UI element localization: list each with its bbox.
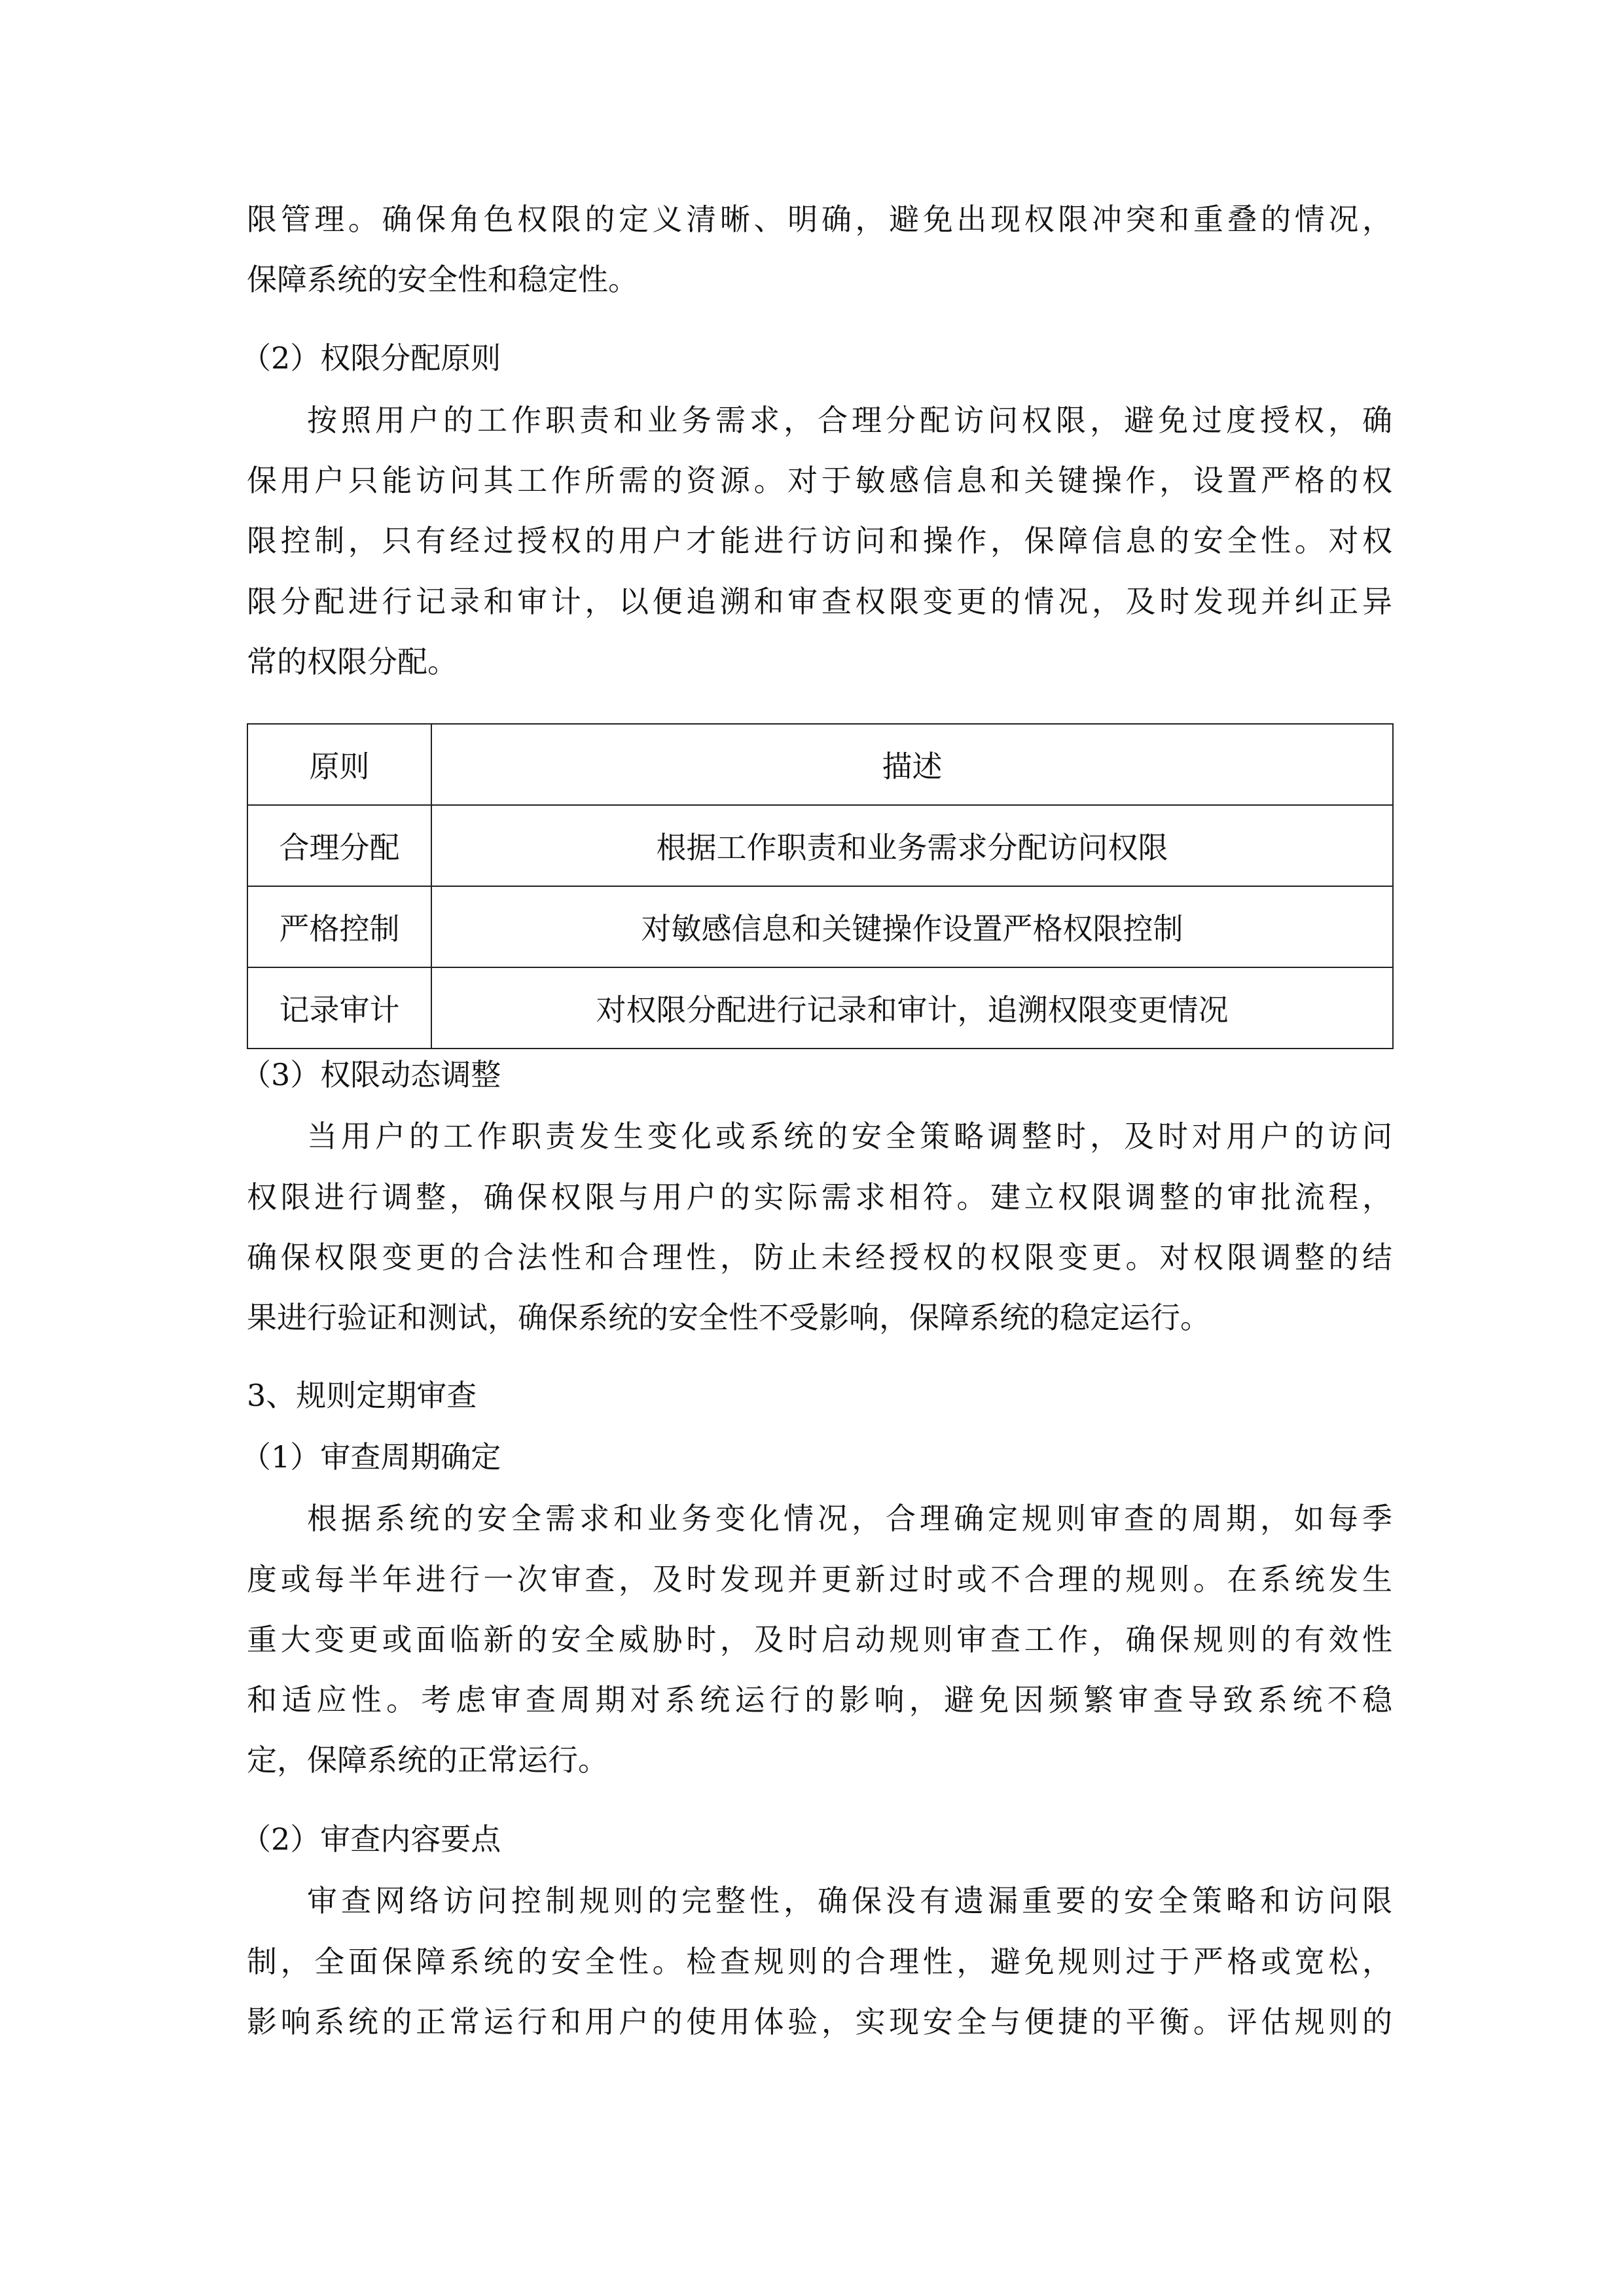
- table-cell: 严格控制: [247, 886, 431, 967]
- paragraph-line: 常的权限分配。: [247, 644, 458, 679]
- paragraph-line: 权限进行调整，确保权限与用户的实际需求相符。建立权限调整的审批流程，: [247, 1179, 1392, 1215]
- paragraph-line: 影响系统的正常运行和用户的使用体验，实现安全与便捷的平衡。评估规则的: [247, 2004, 1392, 2039]
- table-cell: 根据工作职责和业务需求分配访问权限: [431, 805, 1393, 886]
- table-header-cell: 描述: [431, 724, 1393, 805]
- paragraph-line: 审查网络访问控制规则的完整性，确保没有遗漏重要的安全策略和访问限: [307, 1883, 1392, 1918]
- paragraph-line: 限控制，只有经过授权的用户才能进行访问和操作，保障信息的安全性。对权: [247, 523, 1392, 558]
- paragraph-line: 确保权限变更的合法性和合理性，防止未经授权的权限变更。对权限调整的结: [247, 1240, 1392, 1275]
- table-cell: 对敏感信息和关键操作设置严格权限控制: [431, 886, 1393, 967]
- table-row: [247, 967, 1393, 1049]
- table-header-row: [247, 724, 1393, 805]
- table-cell: 记录审计: [247, 967, 431, 1049]
- paragraph-line: 根据系统的安全需求和业务变化情况，合理确定规则审查的周期，如每季: [307, 1501, 1392, 1536]
- table-row: [247, 886, 1393, 967]
- paragraph-line: 当用户的工作职责发生变化或系统的安全策略调整时，及时对用户的访问: [307, 1119, 1392, 1154]
- section-heading: （2）权限分配原则: [241, 340, 501, 376]
- paragraph-line: 和适应性。考虑审查周期对系统运行的影响，避免因频繁审查导致系统不稳: [247, 1682, 1392, 1717]
- principles-table: [247, 723, 1394, 1049]
- paragraph-line: 度或每半年进行一次审查，及时发现并更新过时或不合理的规则。在系统发生: [247, 1562, 1392, 1597]
- section-heading: （3）权限动态调整: [241, 1057, 501, 1092]
- table-row: [247, 805, 1393, 886]
- paragraph-line: 按照用户的工作职责和业务需求，合理分配访问权限，避免过度授权，确: [307, 403, 1392, 438]
- paragraph-line: 重大变更或面临新的安全威胁时，及时启动规则审查工作，确保规则的有效性: [247, 1622, 1392, 1657]
- paragraph-line: 果进行验证和测试，确保系统的安全性不受影响，保障系统的稳定运行。: [247, 1300, 1210, 1335]
- table-cell: 对权限分配进行记录和审计，追溯权限变更情况: [431, 967, 1393, 1049]
- table-cell: 合理分配: [247, 805, 431, 886]
- table-header-cell: 原则: [247, 724, 431, 805]
- paragraph-line: 保用户只能访问其工作所需的资源。对于敏感信息和关键操作，设置严格的权: [247, 463, 1392, 498]
- section-heading: （1）审查周期确定: [241, 1439, 501, 1475]
- section-heading: （2）审查内容要点: [241, 1821, 501, 1857]
- main-heading: 3、规则定期审查: [247, 1378, 477, 1413]
- paragraph-line: 定，保障系统的正常运行。: [247, 1742, 608, 1778]
- paragraph-line: 保障系统的安全性和稳定性。: [247, 262, 638, 297]
- paragraph-line: 限分配进行记录和审计，以便追溯和审查权限变更的情况，及时发现并纠正异: [247, 584, 1392, 619]
- paragraph-line: 限管理。确保角色权限的定义清晰、明确，避免出现权限冲突和重叠的情况，: [247, 202, 1392, 237]
- paragraph-line: 制，全面保障系统的安全性。检查规则的合理性，避免规则过于严格或宽松，: [247, 1944, 1392, 1979]
